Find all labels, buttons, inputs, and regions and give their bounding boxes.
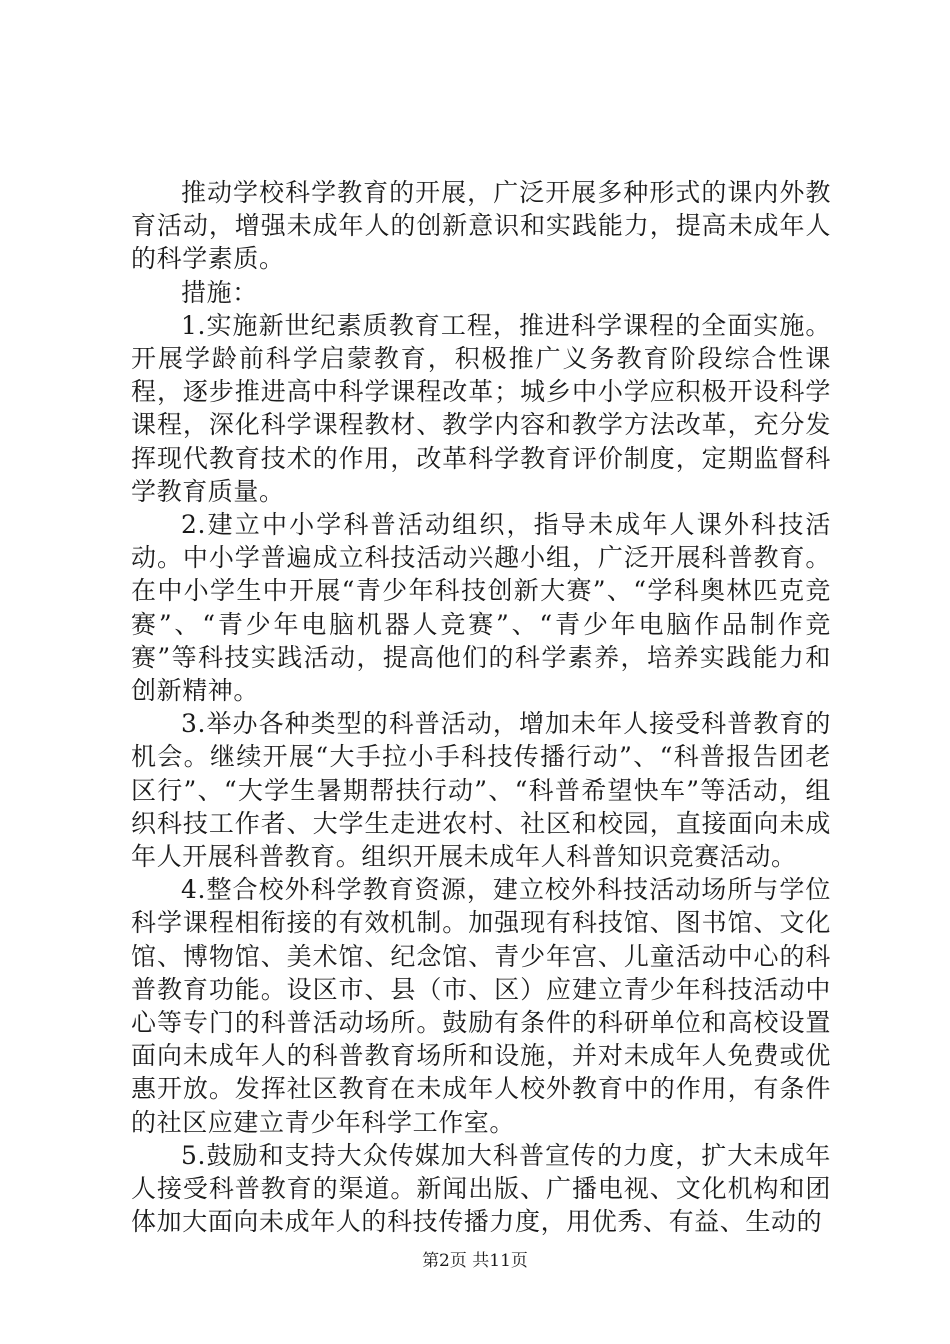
paragraph-measure-4: 4.整合校外科学教育资源，建立校外科技活动场所与学位科学课程相衔接的有效机制。加强现有科技馆、图书馆、文化馆、博物馆、美术馆、纪念馆、青少年宫、儿童活动中心的科普教育功能。设区市、县（市、区）应建立青少年科技活动中心等专门的科普活动场所。鼓励有条件的科研单位和高校设置面向未成年人的科普教育场所和设施，并对未成年人免费或优惠开放。发挥社区教育在未成年人校外教育中的作用，有条件的社区应建立青少年科学工作室。 [131, 875, 831, 1137]
paragraph-measure-2: 2.建立中小学科普活动组织，指导未成年人课外科技活动。中小学普遍成立科技活动兴趣小组，广泛开展科普教育。在中小学生中开展“青少年科技创新大赛”、“学科奥林匹克竞赛”、“青少年电脑机器人竞赛”、“青少年电脑作品制作竞赛”等科技实践活动，提高他们的科学素养，培养实践能力和创新精神。 [131, 510, 831, 706]
paragraph-measure-3: 3.举办各种类型的科普活动，增加未年人接受科普教育的机会。继续开展“大手拉小手科技传播行动”、“科普报告团老区行”、“大学生暑期帮扶行动”、“科普希望快车”等活动，组织科技工作者、大学生走进农村、社区和校园，直接面向未成年人开展科普教育。组织开展未成年人科普知识竞赛活动。 [131, 709, 831, 872]
paragraph-intro: 推动学校科学教育的开展，广泛开展多种形式的课内外教育活动，增强未成年人的创新意识和实践能力，提高未成年人的科学素质。 [131, 178, 831, 274]
document-body [131, 176, 831, 1239]
paragraph-measures-heading: 措施： [181, 277, 258, 307]
paragraph-measure-5: 5.鼓励和支持大众传媒加大科普宣传的力度，扩大未成年人接受科普教育的渠道。新闻出版、广播电视、文化机构和团体加大面向未成年人的科技传播力度，用优秀、有益、生动的 [131, 1140, 831, 1237]
page-footer: 第2页 共11页 [422, 1251, 528, 1271]
paragraph-measure-1: 1.实施新世纪素质教育工程，推进科学课程的全面实施。开展学龄前科学启蒙教育，积极推广义务教育阶段综合性课程，逐步推进高中科学课程改革；城乡中小学应积极开设科学课程，深化科学课程教材、教学内容和教学方法改革，充分发挥现代教育技术的作用，改革科学教育评价制度，定期监督科学教育质量。 [131, 310, 831, 506]
